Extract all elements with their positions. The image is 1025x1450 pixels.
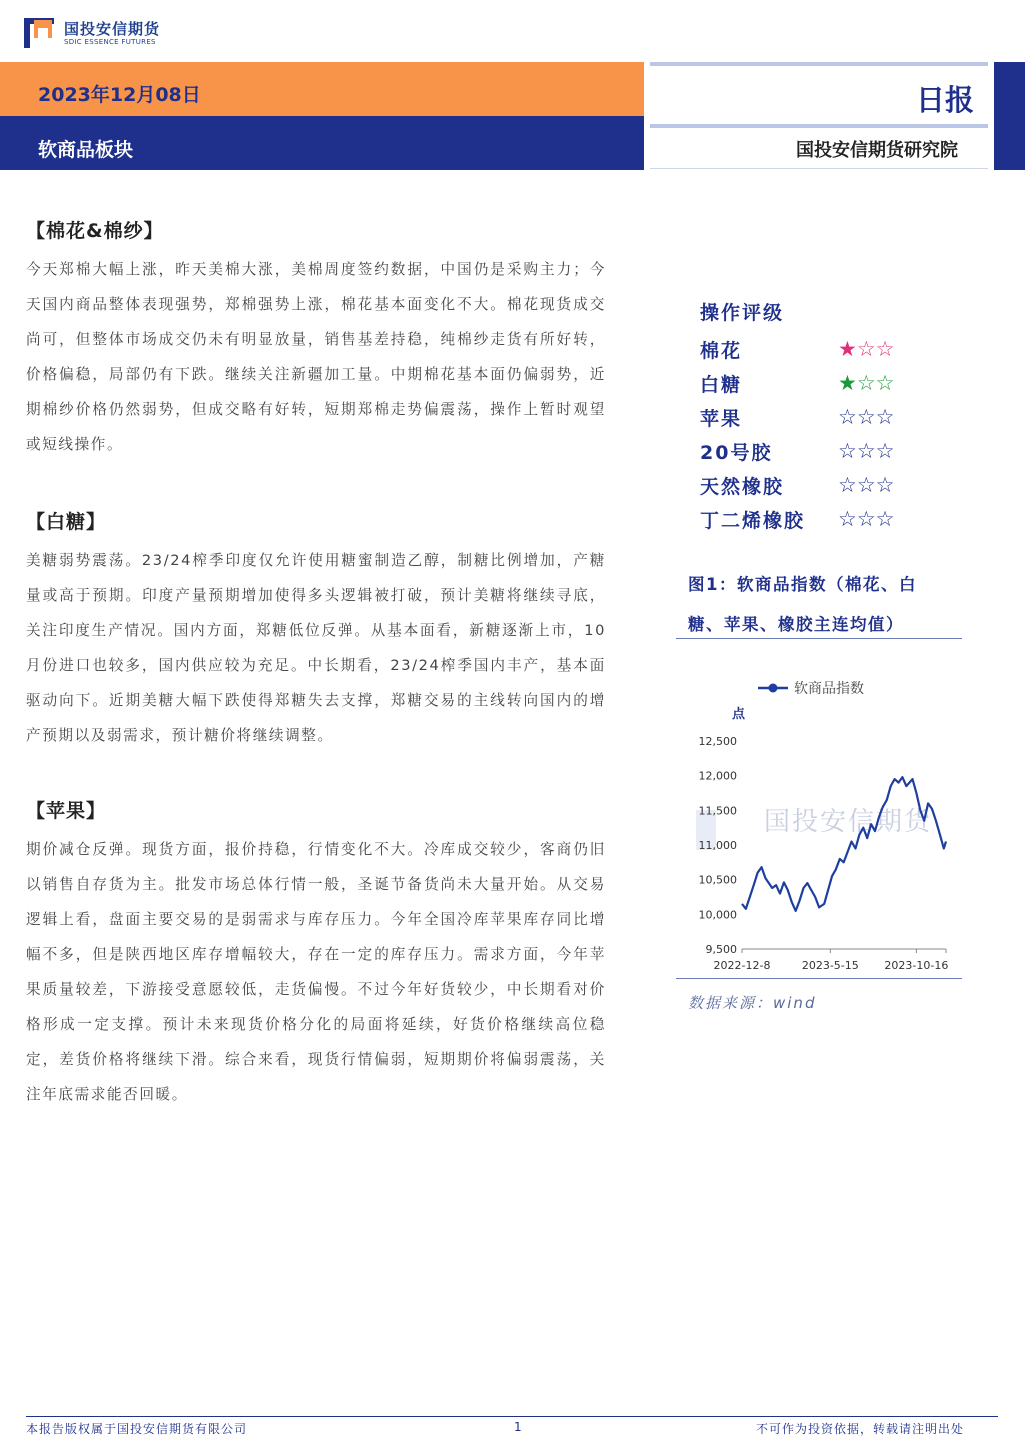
rating-stars-icon: ☆☆☆ xyxy=(838,507,895,531)
rating-stars-icon: ☆☆☆ xyxy=(838,439,895,463)
rating-commodity-name: 丁二烯橡胶 xyxy=(700,509,806,532)
section-title-sugar: 【白糖】 xyxy=(26,511,107,533)
logo-text: 国投安信期货 xyxy=(64,20,161,38)
y-tick-label: 10,000 xyxy=(698,908,737,922)
footer-disclaimer: 不可作为投资依据，转载请注明出处 xyxy=(756,1422,965,1436)
page-number: 1 xyxy=(514,1420,522,1434)
company-logo-icon xyxy=(24,18,54,48)
x-tick-label: 2022-12-8 xyxy=(713,959,771,972)
footer-rule xyxy=(26,1416,998,1417)
rating-stars-icon: ★☆☆ xyxy=(838,371,895,395)
header-rule xyxy=(650,62,988,66)
footer-copyright: 本报告版权属于国投安信期货有限公司 xyxy=(26,1422,248,1436)
rating-row xyxy=(700,332,960,366)
header-rule xyxy=(650,168,988,169)
y-tick-label: 12,000 xyxy=(698,769,737,783)
header-edge-block xyxy=(994,62,1025,170)
legend-label: 软商品指数 xyxy=(794,681,864,697)
logo-english-text: SDIC ESSENCE FUTURES xyxy=(64,38,156,46)
y-tick-label: 9,500 xyxy=(705,943,737,956)
legend-marker xyxy=(769,684,778,693)
institute-name: 国投安信期货研究院 xyxy=(796,140,958,161)
header-rule xyxy=(650,124,988,128)
report-type: 日报 xyxy=(916,83,975,117)
figure-title: 图1：软商品指数（棉花、白糖、苹果、橡胶主连均值） xyxy=(688,575,917,634)
figure-bottom-rule xyxy=(676,978,962,979)
rating-list xyxy=(700,332,960,536)
rating-row xyxy=(700,502,960,536)
x-tick-label: 2023-10-16 xyxy=(884,959,949,972)
y-axis-unit: 点 xyxy=(732,707,746,722)
figure-top-rule xyxy=(676,638,962,639)
rating-panel xyxy=(700,298,960,536)
watermark-text: 国投安信期货 xyxy=(764,807,933,837)
report-date: 2023年12月08日 xyxy=(38,84,201,106)
section-body-cotton: 今天郑棉大幅上涨，昨天美棉大涨，美棉周度签约数据，中国仍是采购主力；今天国内商品整体表现强势，郑棉强势上涨，棉花基本面变化不大。棉花现货成交尚可，但整体市场成交仍未有明显放量，销售基差持稳，纯棉纱走货有所好转，价格偏稳，局部仍有下跌。继续关注新疆加工量。中期棉花基本面仍偏弱势，近期棉纱价格仍然弱势，但成交略有好转，短期郑棉走势偏震荡，操作上暂时观望或短线操作。 xyxy=(26,261,606,453)
rating-title: 操作评级 xyxy=(700,302,785,324)
x-tick-label: 2023-5-15 xyxy=(801,959,859,972)
rating-stars-icon: ★☆☆ xyxy=(838,337,895,361)
rating-row xyxy=(700,434,960,468)
y-tick-label: 10,500 xyxy=(698,873,737,887)
section-title-apple: 【苹果】 xyxy=(26,800,107,822)
rating-stars-icon: ☆☆☆ xyxy=(838,405,895,429)
section-title-cotton: 【棉花&棉纱】 xyxy=(26,220,164,242)
rating-commodity-name: 棉花 xyxy=(700,339,743,362)
rating-row xyxy=(700,400,960,434)
rating-stars-icon: ☆☆☆ xyxy=(838,473,895,497)
section-body-apple: 期价减仓反弹。现货方面，报价持稳，行情变化不大。冷库成交较少，客商仍旧以销售自存货为主。批发市场总体行情一般，圣诞节备货尚未大量开始。从交易逻辑上看，盘面主要交易的是弱需求与库存压力。今年全国冷库苹果库存同比增幅不多，但是陕西地区库存增幅较大，存在一定的库存压力。需求方面，今年苹果质量较差，下游接受意愿较低，走货偏慢。不过今年好货较少，中长期看对价格形成一定支撑。预计未来现货价格分化的局面将延续，好货价格继续高位稳定，差货价格将继续下滑。综合来看，现货行情偏弱，短期期价将偏弱震荡，关注年底需求能否回暖。 xyxy=(26,841,606,1103)
section-body-sugar: 美糖弱势震荡。23/24榨季印度仅允许使用糖蜜制造乙醇，制糖比例增加，产糖量或高于预期。印度产量预期增加使得多头逻辑被打破，预计美糖将继续寻底，关注印度生产情况。国内方面，郑糖低位反弹。从基本面看，新糖逐渐上市，10月份进口也较多，国内供应较为充足。中长期看，23/24榨季国内丰产，基本面驱动向下。近期美糖大幅下跌使得郑糖失去支撑，郑糖交易的主线转向国内的增产预期以及弱需求，预计糖价将继续调整。 xyxy=(26,552,606,744)
y-tick-label: 11,500 xyxy=(698,804,737,818)
y-tick-label: 12,500 xyxy=(698,735,737,748)
rating-row xyxy=(700,468,960,502)
series-line xyxy=(742,777,946,911)
rating-row xyxy=(700,366,960,400)
sector-title: 软商品板块 xyxy=(38,139,134,161)
y-tick-label: 11,000 xyxy=(698,839,737,852)
soft-commodity-index-chart xyxy=(676,660,962,976)
data-source: 数据来源：wind xyxy=(688,994,817,1012)
rating-commodity-name: 20号胶 xyxy=(700,441,773,464)
rating-commodity-name: 天然橡胶 xyxy=(700,475,785,498)
rating-commodity-name: 白糖 xyxy=(700,373,743,396)
rating-commodity-name: 苹果 xyxy=(700,407,743,430)
